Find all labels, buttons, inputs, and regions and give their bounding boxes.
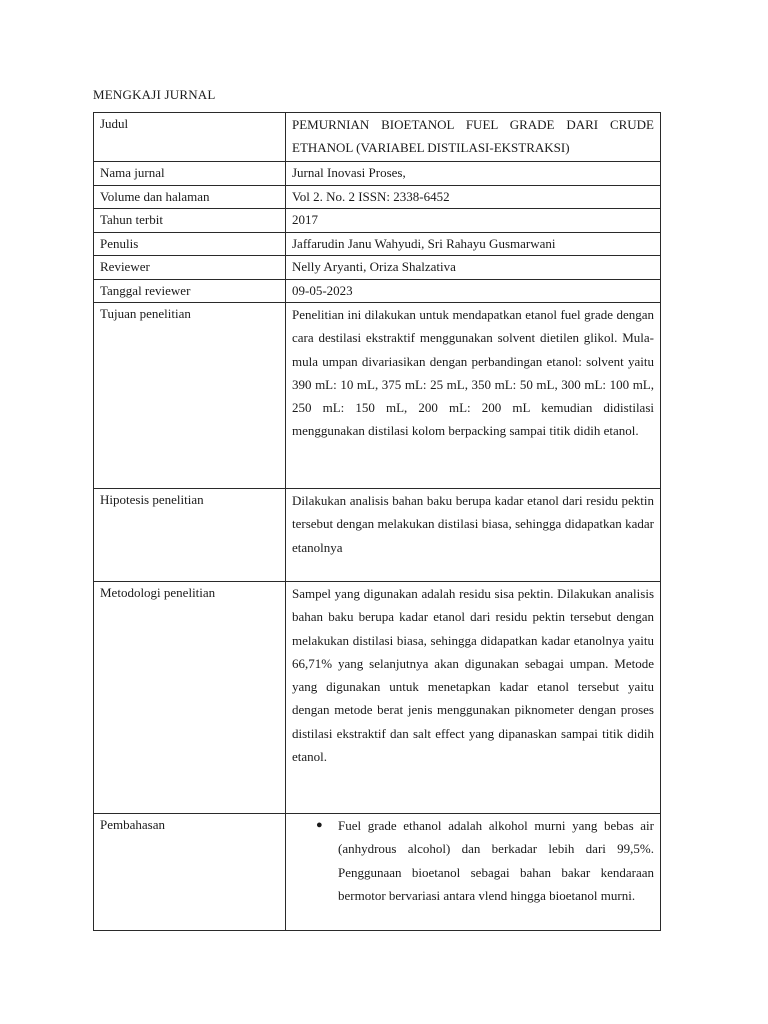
- value-judul: PEMURNIAN BIOETANOL FUEL GRADE DARI CRUDE ETHANOL (VARIABEL DISTILASI-EKSTRAKSI): [286, 113, 661, 162]
- value-tahun: 2017: [286, 209, 661, 233]
- pembahasan-bullet-item: [292, 814, 654, 907]
- label-reviewer: Reviewer: [94, 256, 286, 280]
- value-penulis: Jaffarudin Janu Wahyudi, Sri Rahayu Gusmarwani: [286, 233, 661, 256]
- label-metodologi: Metodologi penelitian: [94, 582, 286, 814]
- value-volume: Vol 2. No. 2 ISSN: 2338-6452: [286, 186, 661, 209]
- label-hipotesis: Hipotesis penelitian: [94, 489, 286, 582]
- row-tujuan: [94, 303, 661, 489]
- row-reviewer: [94, 256, 661, 280]
- label-tahun: Tahun terbit: [94, 209, 286, 233]
- row-penulis: [94, 233, 661, 256]
- row-metodologi: [94, 582, 661, 814]
- row-judul: [94, 113, 661, 162]
- row-hipotesis: [94, 489, 661, 582]
- label-penulis: Penulis: [94, 233, 286, 256]
- document-heading: MENGKAJI JURNAL: [93, 87, 216, 102]
- bullet-dot-icon: ●: [316, 819, 323, 831]
- value-pembahasan: [286, 814, 661, 931]
- row-volume: [94, 186, 661, 209]
- value-tanggal: 09-05-2023: [286, 280, 661, 303]
- label-tujuan: Tujuan penelitian: [94, 303, 286, 489]
- row-pembahasan: [94, 814, 661, 931]
- value-reviewer: Nelly Aryanti, Oriza Shalzativa: [286, 256, 661, 280]
- row-nama-jurnal: [94, 162, 661, 186]
- pembahasan-bullet-text: Fuel grade ethanol adalah alkohol murni yang bebas air (anhydrous alcohol) dan berkadar lebih dari 99,5%. Penggunaan bioetanol sebagai bahan bakar kendaraan bermotor bervariasi antara vlend hingga bioetanol murni.: [338, 818, 654, 903]
- label-volume: Volume dan halaman: [94, 186, 286, 209]
- value-nama-jurnal: Jurnal Inovasi Proses,: [286, 162, 661, 186]
- label-tanggal: Tanggal reviewer: [94, 280, 286, 303]
- row-tanggal: [94, 280, 661, 303]
- label-pembahasan: Pembahasan: [94, 814, 286, 931]
- pembahasan-bullet-list: [292, 814, 654, 907]
- label-judul: Judul: [94, 113, 286, 162]
- journal-review-table: [93, 112, 661, 931]
- value-metodologi: Sampel yang digunakan adalah residu sisa pektin. Dilakukan analisis bahan baku berupa kadar etanol dari residu pektin tersebut dengan melakukan distilasi biasa, sehingga didapatkan kadar etanolnya yaitu 66,71% yang selanjutnya akan digunakan sebagai umpan. Metode yang digunakan untuk menetapkan kadar etanol tersebut yaitu dengan metode berat jenis menggunakan piknometer dengan proses distilasi ekstraktif dan salt effect yang dipanaskan sampai titik didih etanol.: [286, 582, 661, 814]
- row-tahun: [94, 209, 661, 233]
- value-tujuan: Penelitian ini dilakukan untuk mendapatkan etanol fuel grade dengan cara destilasi ekstraktif menggunakan solvent dietilen glikol. Mula-mula umpan divariasikan dengan perbandingan etanol: solvent yaitu 390 mL: 10 mL, 375 mL: 25 mL, 350 mL: 50 mL, 300 mL: 100 mL, 250 mL: 150 mL, 200 mL: 200 mL kemudian didistilasi menggunakan distilasi kolom berpacking sampai titik didih etanol.: [286, 303, 661, 489]
- value-hipotesis: Dilakukan analisis bahan baku berupa kadar etanol dari residu pektin tersebut dengan melakukan distilasi biasa, sehingga didapatkan kadar etanolnya: [286, 489, 661, 582]
- label-nama-jurnal: Nama jurnal: [94, 162, 286, 186]
